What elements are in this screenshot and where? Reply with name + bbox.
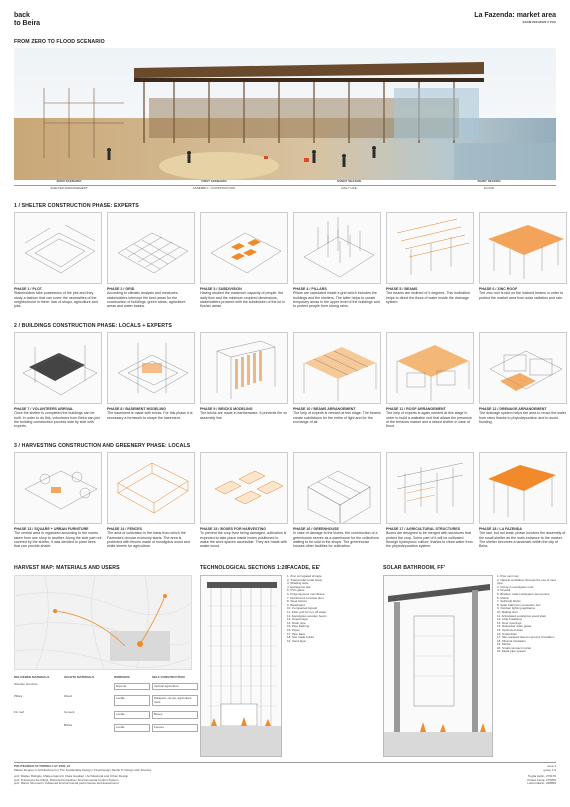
phase-text: Stakeholders take possession of the plot and they study a fashion that can cover the necessities of the neighborhood in there: lack of shops, agriculture and jobs. [14,291,98,309]
phase-drawing [479,212,567,284]
legend-item: 5. PVC glass [287,588,305,593]
phase-text: The help of experts is again needed at this stage in order to build a walkable roof that allows the presence of the terraces market and a raised shelter in case of flood. [386,411,472,429]
table-header: SELF CONSTRUCTION [152,675,185,679]
phase-text: Boxes are designed to be merged with structures that protect the crop. Some part of it will be cultivated through hydroponic culture, thanks to clean water from the phytodepuration system. [386,531,473,549]
phase-text: To prevent the crop from being damaged, cultivation is expected to take place inside boxes positioned to make the work spaces accessible. They are made with waste wood. [200,531,288,549]
phase-card [200,212,288,317]
professors-3: prof. Marco Simonetti / Advanced Environmental performance and assessment [14,781,119,786]
phase-title: PHASE 16 / GREENHOUSE [293,527,339,531]
phase-text: According to climatic analysis and measures, stakeholders intercept the best areas for the construction of buildings, green areas, agriculture areas and water basins. [107,291,186,309]
legend-item: 11. Articulated eucalyptus wood slats [497,613,546,618]
phase-text: The zinc roof is laid on the inclined beams in order to protect the market area from solar radiation and rain. [479,291,564,300]
legend-item: 5. Bracket, solid eucalyptus wood piece [497,591,550,596]
table-cell: Cement [64,710,75,715]
tech-sections-heading: TECHNOLOGICAL SECTIONS 1:20 [200,565,288,571]
phase-text: The area of cultivation is the basis from which the Fazenda's circular economy starts. The area is protected with fences made of eucalyptus wood and white sheets for agriculture. [107,531,190,549]
student-name: Tugba Aydin, 276176 [527,774,556,779]
phase-drawing [107,452,195,524]
facade-legend [287,575,373,643]
phase-drawing [293,212,381,284]
timeline-first: FIRST SCENARIO ASSEMBLY / CONSTRUCTION [192,179,236,190]
student-name: Chiara Cerra, 276200 [527,777,556,782]
phase-drawing [107,332,195,404]
table-cell: Locals [114,695,150,706]
phase-drawing [293,452,381,524]
legend-item: 9. Outdoor lighting appliance [497,606,536,611]
phase-text: The help of experts is needed at this stage. The beams create subdivision for the entire of light and for the exchange of air. [293,411,381,424]
legend-item: 3. Shading slats [287,581,309,586]
phase-card [293,212,381,317]
phase-title: PHASE 12 / DRENAGE ARRANGEMENT [479,407,547,411]
harvest-map-heading: HARVEST MAP: MATERIALS AND USERS [14,565,120,571]
phase-drawing [107,212,195,284]
phase2-heading: 2 / BUILDINGS CONSTRUCTION PHASE: LOCALS + EXPERTS [14,323,172,329]
professors-1: prof. Matteo Robiglio, Matteo Garrotti, Clara Gualtieri / Architectural and Urban Design [14,774,129,779]
phase-card [386,452,474,557]
scenario-timeline [14,181,556,191]
phase-title: PHASE 15 / BOXES FOR HARVESTING [200,527,267,531]
phase-card [479,332,567,437]
solar-heading: SOLAR BATHROOM, FF' [383,565,446,571]
phase-card [293,332,381,437]
solar-legend [497,575,557,654]
table-cell: Bricks [64,722,73,727]
exam-label: EXAM 2021/2022 // 15/A [522,20,556,24]
facade-heading: FACADE, EE' [287,565,321,571]
phase-drawing [14,332,102,404]
legend-item: 20. Small compact mortar [497,645,532,650]
legend-item: 17. Slip-resistant tiles for ground circulation [497,635,555,640]
table-header: ON-SITE MATERIALS [64,675,95,679]
legend-item: 21. Metal pipe system [497,649,527,654]
legend-item: 17. Pipe base [287,631,306,636]
degree-label: Master Degree in Architecture For The Sustainable Design / Final Design Studio 8: Design with Scarcity [14,767,152,772]
legend-item: 4. Eucalyptus slat [287,584,311,589]
table-cell: Boxes [152,711,198,719]
legend-item: 2. Trapezoidal metal sheet [287,577,323,582]
phase-text: The bricks are made in earthenware. It prevents fire on assembly line. [200,411,288,420]
legend-item: 6. Polypropylene membrane [287,591,325,596]
phase-card [14,452,102,557]
legend-item: 1. Zinc corrugated shingle [287,574,322,578]
legend-item: 12. Eucalyptus wooden beam [287,613,327,618]
phase-text: The central area is organized according to the routes taken from one shop to another. Along the side part not covered by the shelter, it was decided to plant trees that can provide shade. [14,531,102,549]
page-title: La Fazenda: market area [474,12,556,19]
legend-item: 2. Natural ventilation through the use of vent pipe [497,577,556,586]
phase-drawing [14,212,102,284]
table-cell: Locals [114,724,150,732]
student-name: Leila Indiano, 268859 [527,781,556,786]
footer-group [527,765,556,786]
table-cell: Fences [152,724,198,732]
table-cell [14,724,62,732]
legend-item: 12. Little breathing [497,617,522,622]
legend-item: 18. Minimal insulation [497,638,526,643]
footer-credits [14,765,394,786]
timeline-rainy: RAINY SEASON FLOOD [477,179,501,190]
legend-item: 15. Pipe flashing [287,624,310,629]
table-cell: Wood [64,694,72,699]
university-label: POLITECNICO DI TORINO // AY 2020_21 [14,764,71,768]
professors-2: prof. Francesca De Filippi, Roberta Pennechia / Environmental Control System [14,777,119,782]
phase-drawing [293,332,381,404]
area-label: area 1 [547,764,556,768]
legend-item: 6. Mortar [497,595,510,600]
legend-item: 16. Pipes [287,627,300,632]
phase-title: PHASE 4 / PILLARS [293,287,327,291]
legend-item: 7. Self-built bricks [497,599,521,604]
phase-text: The last, but not least, phase involves the assembly of the small shelter as the main entrance to the market. The shelter becomes a landmark within the city of Beira. [479,531,566,549]
phase-text: Once the shelter is completed the buildings can be built. In order to do this, volunteers from Beira can join the building construction process side by side with experts. [14,411,101,429]
phase-drawing [200,332,288,404]
table-cell: Fix roof [14,710,25,715]
table-header: WORKERS [114,675,130,679]
section-hero-heading: FROM ZERO TO FLOOD SCENARIO [14,39,105,45]
title-beira: to Beira [14,20,41,27]
legend-item: 18. Soil made bricks [287,635,315,640]
hero-render [14,48,556,180]
table-cell: Locals [114,711,150,719]
phase3-grid [14,452,567,557]
legend-item: 15. Optimized drain [497,627,524,632]
phase3-heading: 3 / HARVESTING CONSTRUCTION AND GREENERY PHASE: LOCALS [14,443,191,449]
phase-drawing [200,452,288,524]
phase-title: PHASE 7 / VOLUNTEERS ARRIVAL [14,407,74,411]
phase-text: In case of damage to the boxes, the construction of a greenhouse serves as a warehouse for the collections waiting to be sold in the shops. The greenhouse houses other facilities for cultivation. [293,531,379,549]
phase-title: PHASE 11 / ROOF ARRANGEMENT [386,407,446,411]
phase-card [200,452,288,557]
legend-item: 1. Pipe vent cap [497,574,519,578]
phase-text: Having studied the maximum capacity of people, the daily flow and the minimum required dimensions, stakeholders proceed with the subdivision of the lot in five/six areas. [200,291,286,309]
phase-card [479,452,567,557]
phase2-grid [14,332,567,437]
phase-drawing [386,212,474,284]
legend-item: 13. Gravel layer [287,617,309,622]
group-label: group 1.0 [543,767,556,772]
title-back: back [14,12,30,19]
phase-drawing [479,332,567,404]
phase-text: The basement is made with bricks. For this phase it is necessary a formwork to shape the basement. [107,411,193,420]
phase-card [293,452,381,557]
phase-card [479,212,567,317]
phase-drawing [386,452,474,524]
materials-table [14,676,192,732]
phase-title: PHASE 17 / AGRICULTURAL STRUCTURES [386,527,461,531]
phase-drawing [386,332,474,404]
table-cell: Wooden structure [14,681,38,686]
phase-card [200,332,288,437]
harvest-map [14,575,192,670]
table-cell: Experts [114,683,150,691]
phase-title: PHASE 5 / BEAMS [386,287,418,291]
phase-title: PHASE 8 / BASEMENT MODELING [107,407,166,411]
phase-drawing [200,212,288,284]
phase1-heading: 1 / SHELTER CONSTRUCTION PHASE: EXPERTS [14,203,139,209]
timeline-sunny: SUNNY SEASON DAILY LIFE [337,179,361,190]
table-cell: Vertical agriculture [152,683,198,691]
phase-title: PHASE 2 / GRID [107,287,135,291]
phase-drawing [14,452,102,524]
phase1-grid [14,212,567,317]
phase-card [386,212,474,317]
phase-title: PHASE 3 / SUBDIVISION [200,287,242,291]
legend-item: 3. Fixing in eucalyptus rods [497,584,534,589]
phase-card [107,332,195,437]
table-cell [64,683,112,691]
phase-title: PHASE 13 / SQUARE + URBAN FURNITURE [14,527,89,531]
legend-item: 10. Railing door [497,609,519,614]
phase-title: PHASE 9 / BRICKS MODELING [200,407,253,411]
phase-title: PHASE 6 / ZINC ROOF [479,287,518,291]
phase-drawing [479,452,567,524]
legend-item: 4. Drywall [497,588,511,593]
legend-item: 14. Drain pipe [287,620,306,625]
phase-card [107,452,195,557]
phase-title: PHASE 14 / FENCES [107,527,142,531]
phase-title: PHASE 18 / LA FAZENDA [479,527,522,531]
phase-card [14,212,102,317]
phase-card [14,332,102,437]
phase-card [107,212,195,317]
legend-item: 16. Small drain [497,631,518,636]
legend-item: 7. Reinforced concrete floor [287,595,324,600]
legend-item: 19. Sand layer [287,638,307,643]
timeline-zero: ZERO SCENARIO SHELTER ARRANGEMENT [50,179,88,190]
table-cell: Parapets, ramps, agriculture tools [152,695,198,706]
legend-item: 9. Baseboard [287,602,305,607]
legend-item: 8. Solar bathroom protection box [497,602,541,607]
legend-item: 13. Door openings [497,620,522,625]
legend-item: 19. Mortar [497,642,511,647]
legend-item: 10. Compacted topsoil [287,606,317,611]
phase-card [386,332,474,437]
phase-text: The drainage system helps the area to reuse the water from rains thanks to phytodepuration and to avoid flooding. [479,411,567,424]
table-header: DELIVERED MATERIALS [14,675,50,679]
facade-section-drawing [200,575,282,757]
legend-item: 14. Rainwater drain gutter [497,624,532,629]
legend-item: 8. Steel bottom [287,599,308,604]
phase-text: Pillars are calculated inside a grid which includes the buildings and the shelters. The taller helps to create temporary areas in the upper level of the buildings and to protect people from strong rains. [293,291,380,309]
phase-title: PHASE 10 / BEAMS ARRANGEMENT [293,407,356,411]
table-cell: Pillars [14,694,23,699]
phase-text: The beams are inclined of 5 degrees. This inclination helps to direct the flows of water inside the drainage system. [386,291,471,304]
solar-bathroom-drawing [383,575,493,757]
phase-title: PHASE 1 / PLOT [14,287,42,291]
legend-item: 11. Filter grid for run-off water [287,609,327,614]
